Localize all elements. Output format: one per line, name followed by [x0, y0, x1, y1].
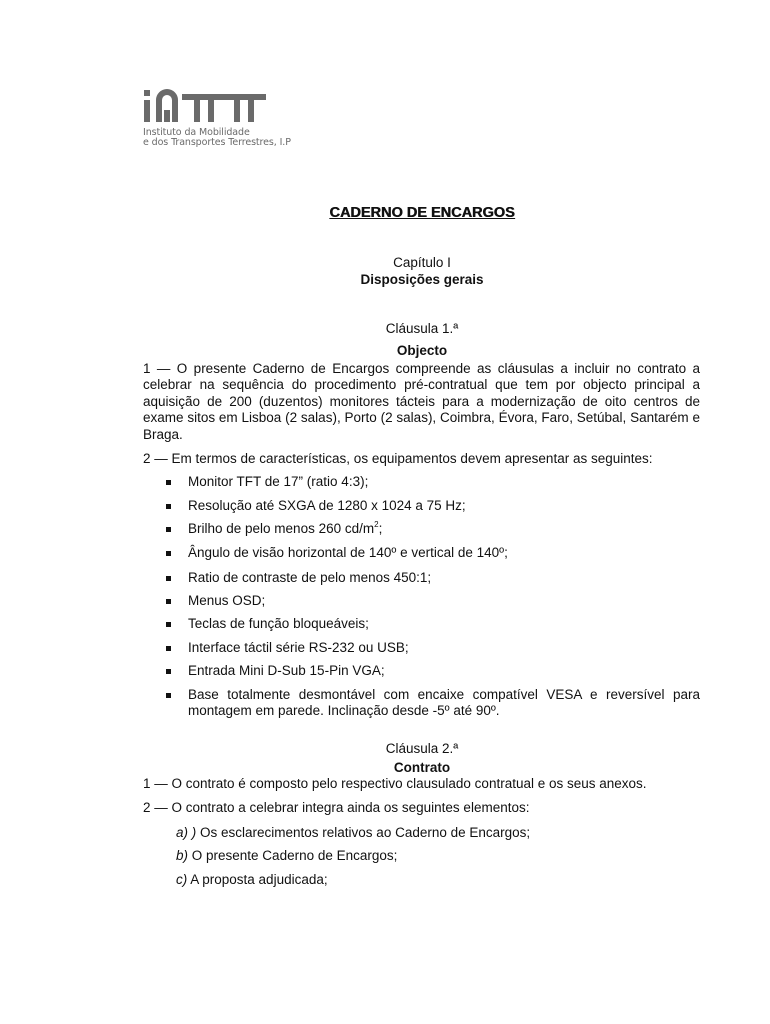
list-item: a) ) Os esclarecimentos relativos ao Caderno de Encargos; — [176, 825, 531, 840]
bullet-marker — [166, 693, 171, 698]
bullet-marker — [166, 646, 171, 651]
bullet-marker — [166, 599, 171, 604]
bullet-marker — [166, 622, 171, 627]
bullet-item: Ratio de contraste de pelo menos 450:1; — [166, 570, 700, 586]
bullet-marker — [166, 669, 171, 674]
document-title: CADERNO DE ENCARGOS — [329, 205, 515, 221]
bullet-item: Teclas de função bloqueáveis; — [166, 616, 700, 632]
bullet-marker — [166, 480, 171, 485]
clause-2-paragraph-1: 1 — O contrato é composto pelo respectivo clausulado contratual e os seus anexos. — [143, 776, 647, 791]
bullet-item: Interface táctil série RS-232 ou USB; — [166, 640, 700, 656]
bullet-marker — [166, 504, 171, 509]
clause-1-paragraph-2: 2 — Em termos de características, os equipamentos devem apresentar as seguintes: — [143, 451, 653, 466]
chapter-heading: Disposições gerais — [360, 272, 484, 287]
bullet-item: Monitor TFT de 17” (ratio 4:3); — [166, 474, 700, 490]
bullet-item: Resolução até SXGA de 1280 x 1024 a 75 Hz; — [166, 498, 700, 514]
list-item: c) A proposta adjudicada; — [176, 872, 328, 887]
bullet-marker — [166, 551, 171, 556]
bullet-marker — [166, 576, 171, 581]
clause-2-label: Cláusula 2.ª — [385, 741, 459, 756]
imtt-logo — [143, 86, 343, 148]
bullet-item: Menus OSD; — [166, 593, 700, 609]
bullet-marker — [166, 527, 171, 532]
bullet-item: Base totalmente desmontável com encaixe compatível VESA e reversível para montagem em parede. Inclinação desde -5º até 90º. — [166, 687, 700, 720]
clause-1-paragraph-1: 1 — O presente Caderno de Encargos compreende as cláusulas a incluir no contrato a celebrar na sequência do procedimento pré-contratual que tem por objecto principal a aquisição de 200 (duzentos) monitores tácteis para a modernização de oito centros de exame sitos em Lisboa (2 salas), Porto (2 salas), Coimbra, Évora, Faro, Setúbal, Santarém e Braga. — [143, 361, 700, 442]
clause-2-heading: Contrato — [393, 760, 451, 775]
clause-2-paragraph-2: 2 — O contrato a celebrar integra ainda os seguintes elementos: — [143, 800, 530, 815]
logo-line-1: Instituto da Mobilidade — [143, 127, 250, 138]
list-item: b) O presente Caderno de Encargos; — [176, 848, 398, 863]
bullet-item: Brilho de pelo menos 260 $cd/m^2$; — [166, 521, 700, 537]
logo-line-2: e dos Transportes Terrestres, I.P — [143, 137, 291, 148]
bullet-item: Entrada Mini D-Sub 15-Pin VGA; — [166, 663, 700, 679]
clause-1-label: Cláusula 1.ª — [385, 321, 459, 336]
imtt-logo-mark — [143, 86, 267, 124]
chapter-label: Capítulo I — [393, 255, 451, 270]
bullet-item: Ângulo de visão horizontal de 140º e vertical de 140º; — [166, 545, 700, 561]
clause-1-heading: Objecto — [396, 343, 448, 358]
